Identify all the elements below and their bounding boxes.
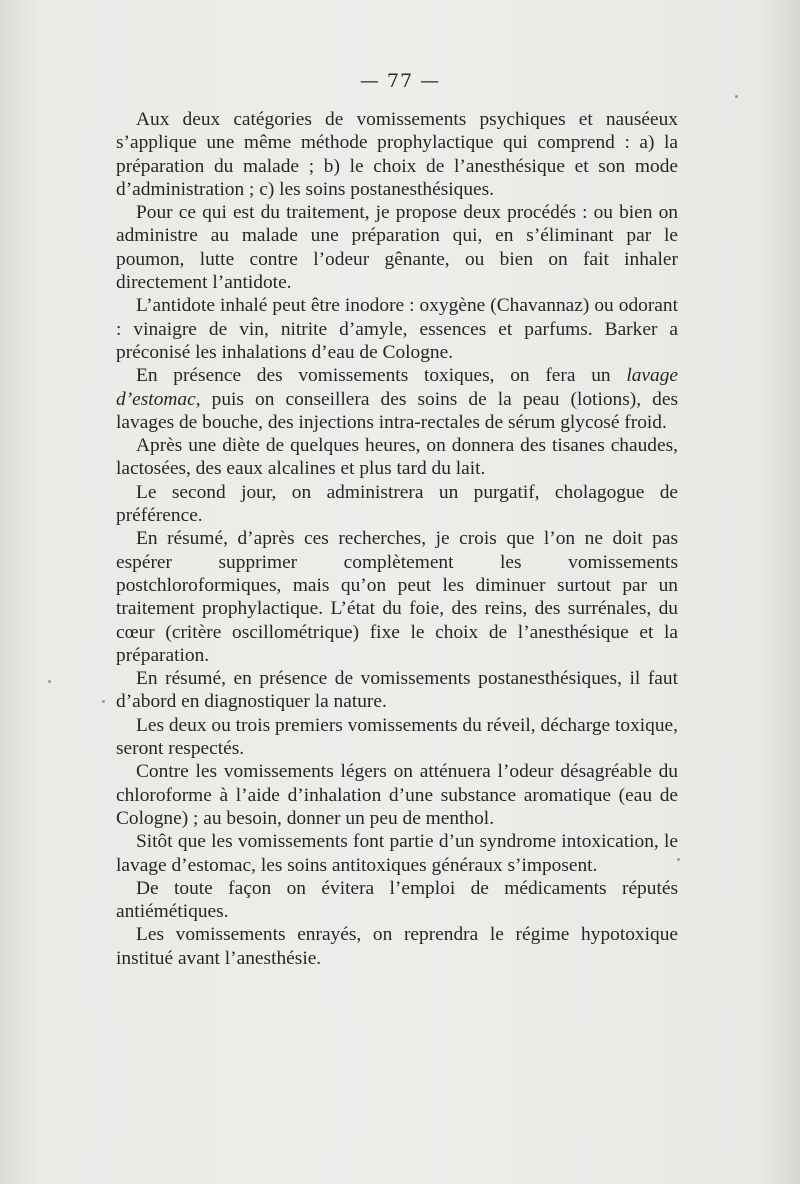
paragraph-3: L’antidote inhalé peut être inodore : oxygène (Chavannaz) ou odorant : vinaigre de vin, nitrite d’amyle, essences et parfums. Barker a préconisé les inhalations d’eau de Cologne. [116, 295, 678, 363]
paragraph-13: Les vomissements enrayés, on reprendra le régime hypotoxique institué avant l’anesthésie. [116, 924, 678, 969]
paper-speck [102, 700, 105, 703]
page-number: — 77 — [359, 70, 441, 92]
paragraph-12: De toute façon on évitera l’emploi de médicaments réputés antiémétiques. [116, 877, 678, 923]
paper-speck [677, 858, 680, 861]
paper-speck [735, 95, 738, 98]
paper-speck [48, 680, 51, 683]
paragraph-8: En résumé, en présence de vomissements postanesthésiques, il faut d’abord en diagnostiquer la nature. [116, 668, 678, 713]
paragraph-7: En résumé, d’après ces recherches, je crois que l’on ne doit pas espérer supprimer complètement les vomissements postchloroformiques, mais qu’on peut les diminuer surtout par un traitement prophylactique. L’état du foie, des reins, des surrénales, du cœur (critère oscillométrique) fixe le choix de l’anesthésique et la préparation. [116, 528, 678, 666]
body-text [116, 108, 678, 970]
paragraph-11: Sitôt que les vomissements font partie d’un syndrome intoxication, le lavage d’estomac, les soins antitoxiques généraux s’imposent. [116, 831, 678, 876]
paragraph-2: Pour ce qui est du traitement, je propose deux procédés : ou bien on administre au malade une préparation qui, en s’éliminant par le poumon, lutte contre l’odeur gênante, ou bien on fait inhaler directement l’antidote. [116, 202, 678, 294]
paragraph-6: Le second jour, on administrera un purgatif, cholagogue de préférence. [116, 481, 678, 527]
paragraph-10: Contre les vomissements légers on atténuera l’odeur désagréable du chloroforme à l’aide d’inhalation d’une substance aromatique (eau de Cologne) ; au besoin, donner un peu de menthol. [116, 761, 678, 829]
paragraph-1: Aux deux catégories de vomissements psychiques et nauséeux s’applique une même méthode prophylactique qui comprend : a) la préparation du malade ; b) le choix de l’anesthésique et son mode d’administration ; c) les soins postanesthésiques. [116, 109, 678, 200]
paragraph-4: En présence des vomissements toxiques, on fera un lavage d’estomac, puis on conseillera des soins de la peau (lotions), des lavages de bouche, des injections intra-rectales de sérum glycosé froid. [116, 365, 678, 433]
paragraph-5: Après une diète de quelques heures, on donnera des tisanes chaudes, lactosées, des eaux alcalines et plus tard du lait. [116, 435, 678, 480]
paragraph-9: Les deux ou trois premiers vomissements du réveil, décharge toxique, seront respectés. [116, 714, 678, 760]
